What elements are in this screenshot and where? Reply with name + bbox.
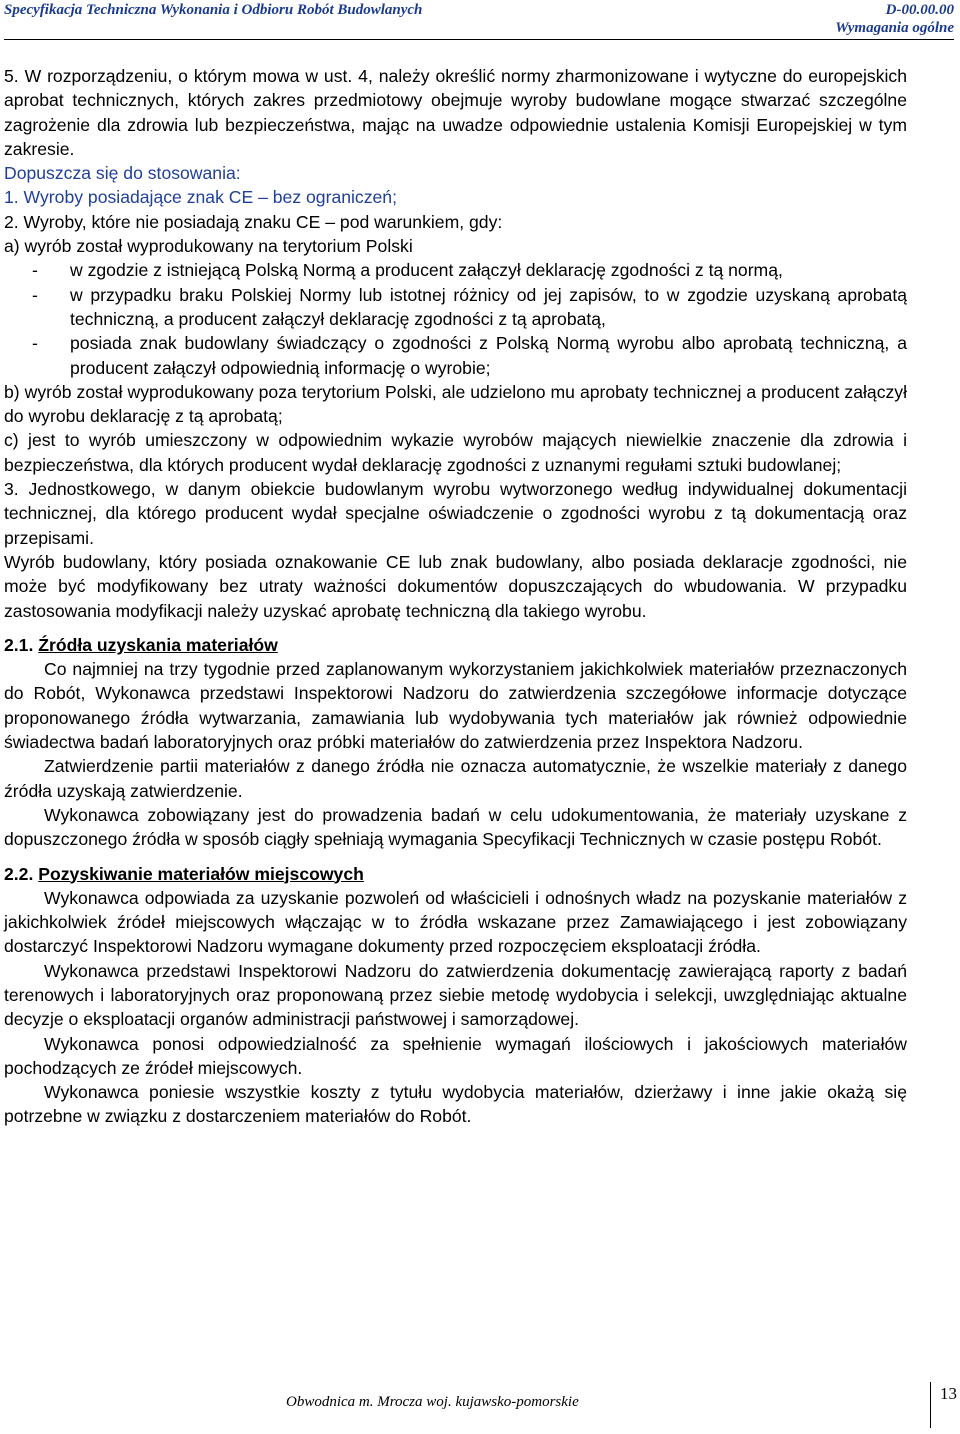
dash-item-1-text: w zgodzie z istniejącą Polską Normą a producent załączył deklarację zgodności z tą normą, (70, 260, 783, 281)
footer-text: Obwodnica m. Mrocza woj. kujawsko-pomorskie (286, 1394, 579, 1410)
list-item-1: 1. Wyroby posiadające znak CE – bez ograniczeń; (4, 187, 397, 208)
paragraph-5: 5. W rozporządzeniu, o którym mowa w ust. 4, należy określić normy zharmonizowane i wytyczne do europejskich aprobat technicznych, których zakres przedmiotowy obejmuje wyroby budowlane mogące stwarzać szczególne zagrożenie dla zdrowia lub bezpieczeństwa, mając na uwadze odpowiednie ustalenia Komisji Europejskiej w tym zakresie. (4, 66, 907, 159)
dash-item-3: - posiada znak budowlany świadczący o zgodności z Polską Normą wyrobu albo aprobatą techniczną, a producent załączył odpowiednią informację o wyrobie; (32, 333, 907, 378)
page-header (0, 0, 960, 42)
section-2-2-title: Pozyskiwanie materiałów miejscowych (38, 863, 364, 884)
page-number: 13 (940, 1384, 957, 1403)
dash-item-1: - w zgodzie z istniejącą Polską Normą a producent załączył deklarację zgodności z tą normą, (32, 260, 783, 281)
dash-item-2-text: w przypadku braku Polskiej Normy lub istotnej różnicy od jej zapisów, to w zgodzie uzyskaną aprobatą techniczną, a producent załączył deklarację zgodności z tą aprobatą, (70, 284, 907, 329)
section-2-1-title: Źródła uzyskania materiałów (38, 634, 278, 655)
document-subtitle: Wymagania ogólne (835, 20, 954, 36)
section-2-2-paragraph-4: Wykonawca poniesie wszystkie koszty z tytułu wydobycia materiałów, dzierżawy i inne jakie okażą się potrzebne w związku z dostarczeniem materiałów do Robót. (4, 1082, 907, 1127)
section-2-2-heading (4, 862, 907, 886)
section-2-1-paragraph-3: Wykonawca zobowiązany jest do prowadzenia badań w celu udokumentowania, że materiały uzyskane z dopuszczonego źródła w sposób ciągły spełniają wymagania Specyfikacji Technicznych w czasie postępu Robót. (4, 804, 907, 850)
dash-item-2: - w przypadku braku Polskiej Normy lub istotnej różnicy od jej zapisów, to w zgodzie uzyskaną aprobatą techniczną, a producent załączył deklarację zgodności z tą aprobatą, (32, 284, 907, 329)
list-item-b: b) wyrób został wyprodukowany poza terytorium Polski, ale udzielono mu aprobaty technicznej a producent załączył do wyrobu deklarację z tą aprobatą; (4, 381, 907, 427)
list-item-2: 2. Wyroby, które nie posiadają znaku CE – pod warunkiem, gdy: (4, 211, 503, 232)
section-2-2-paragraph-2: Wykonawca przedstawi Inspektorowi Nadzoru do zatwierdzenia dokumentację zawierającą raporty z badań terenowych i laboratoryjnych oraz proponowaną przez siebie metodę wydobycia i selekcji, uwzględniając aktualne decyzje o eksploatacji organów administracji państwowej i samorządowej. (4, 960, 907, 1030)
section-2-1-number: 2.1. (4, 634, 34, 655)
list-item-3: 3. Jednostkowego, w danym obiekcie budowlanym wyrobu wytworzonego według indywidualnej dokumentacji technicznej, dla którego producent wydał specjalne oświadczenie o zgodności wyrobu z tą dokumentacją oraz przepisami. (4, 479, 907, 548)
section-2-1-paragraph-1: Co najmniej na trzy tygodnie przed zaplanowanym wykorzystaniem jakichkolwiek materiałów przeznaczonych do Robót, Wykonawca przedstawi Inspektorowi Nadzoru do zatwierdzenia szczegółowe informacje dotyczące proponowanego źródła wytwarzania, zamawiania lub wydobywania tych materiałów jak również odpowiednie świadectwa badań laboratoryjnych oraz próbki materiałów do zatwierdzenia przez Inspektora Nadzoru. (4, 659, 907, 753)
section-2-2-number: 2.2. (4, 863, 34, 884)
header-rule (4, 39, 954, 40)
section-2-2-paragraph-1: Wykonawca odpowiada za uzyskanie pozwoleń od właścicieli i odnośnych władz na pozyskanie materiałów z jakichkolwiek źródeł miejscowych włączając w to źródła wskazane przez Zamawiającego i jest zobowiązany dostarczyć Inspektorowi Nadzoru wymagane dokumenty przed rozpoczęciem eksploatacji źródła. (4, 887, 907, 957)
allow-heading: Dopuszcza się do stosowania: (4, 163, 241, 184)
ce-paragraph: Wyrób budowlany, który posiada oznakowanie CE lub znak budowlany, albo posiada deklaracje zgodności, nie może być modyfikowany bez utraty ważności dokumentów dopuszczających do wbudowania. W przypadku zastosowania modyfikacji należy uzyskać aprobatę techniczną dla takiego wyrobu. (4, 551, 907, 621)
document-code: D-00.00.00 (885, 2, 954, 18)
list-item-c: c) jest to wyrób umieszczony w odpowiednim wykazie wyrobów mających niewielkie znaczenie dla zdrowia i bezpieczeństwa, dla których producent wydał deklarację zgodności z uznanymi regułami sztuki budowlanej; (4, 430, 907, 475)
dash-item-3-text: posiada znak budowlany świadczący o zgodności z Polską Normą wyrobu albo aprobatą techniczną, a producent załączył odpowiednią informację o wyrobie; (70, 333, 907, 378)
section-2-2-paragraph-3: Wykonawca ponosi odpowiedzialność za spełnienie wymagań ilościowych i jakościowych materiałów pochodzących ze źródeł miejscowych. (4, 1033, 907, 1078)
list-item-a: a) wyrób został wyprodukowany na terytorium Polski (4, 236, 413, 257)
page-content (4, 64, 907, 1129)
footer-divider (930, 1382, 931, 1428)
section-2-1-paragraph-2: Zatwierdzenie partii materiałów z danego źródła nie oznacza automatycznie, że wszelkie materiały z danego źródła uzyskają zatwierdzenie. (4, 756, 907, 801)
section-2-1-heading (4, 633, 907, 657)
document-title: Specyfikacja Techniczna Wykonania i Odbioru Robót Budowlanych (4, 2, 423, 18)
page-footer (0, 1380, 960, 1430)
